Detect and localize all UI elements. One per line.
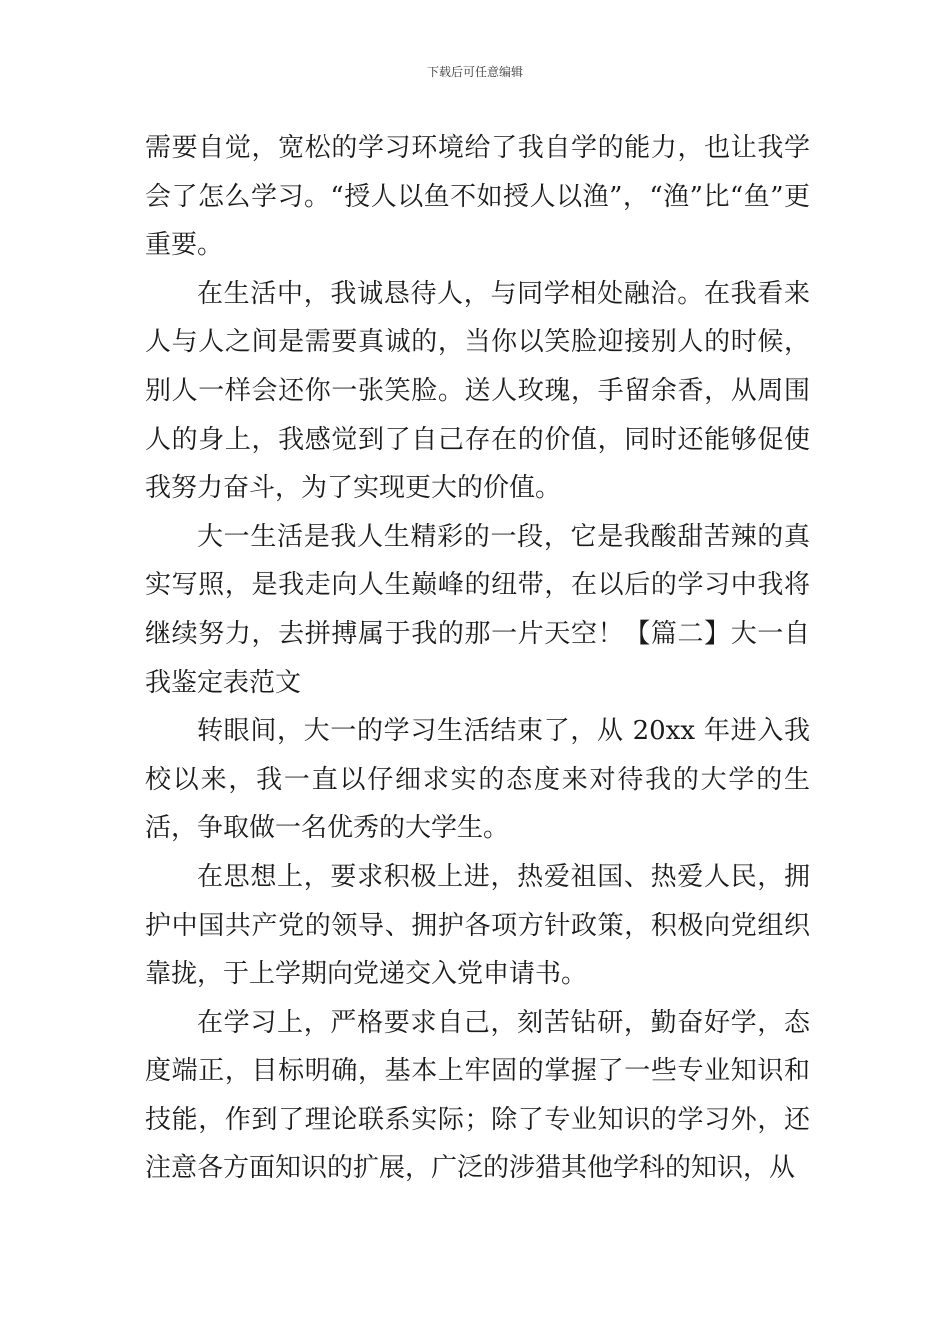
document-body bbox=[145, 124, 810, 1193]
paragraph: 大一生活是我人生精彩的一段，它是我酸甜苦辣的真实写照，是我走向人生巅峰的纽带，在以后的学习中我将继续努力，去拼搏属于我的那一片天空！【篇二】大一自我鉴定表范文 bbox=[145, 521, 810, 698]
page-header: 下载后可任意编辑 bbox=[426, 65, 523, 79]
paragraph: 在学习上，严格要求自己，刻苦钻研，勤奋好学，态度端正，目标明确，基本上牢固的掌握了一些专业知识和技能，作到了理论联系实际；除了专业知识的学习外，还注意各方面知识的扩展，广泛的涉猎其他学科的知识，从 bbox=[145, 1007, 810, 1184]
paragraph: 在思想上，要求积极上进，热爱祖国、热爱人民，拥护中国共产党的领导、拥护各项方针政策，积极向党组织靠拢，于上学期向党递交入党申请书。 bbox=[145, 861, 810, 990]
paragraph: 转眼间，大一的学习生活结束了，从 20xx 年进入我校以来，我一直以仔细求实的态度来对待我的大学的生活，争取做一名优秀的大学生。 bbox=[145, 716, 810, 844]
paragraph-continued: 需要自觉，宽松的学习环境给了我自学的能力，也让我学会了怎么学习。“授人以鱼不如授人以渔”，“渔”比“鱼”更重要。 bbox=[145, 133, 810, 261]
paragraph: 在生活中，我诚恳待人，与同学相处融洽。在我看来人与人之间是需要真诚的，当你以笑脸迎接别人的时候，别人一样会还你一张笑脸。送人玫瑰，手留余香，从周围人的身上，我感觉到了自己存在的价值，同时还能够促使我努力奋斗，为了实现更大的价值。 bbox=[145, 278, 810, 504]
